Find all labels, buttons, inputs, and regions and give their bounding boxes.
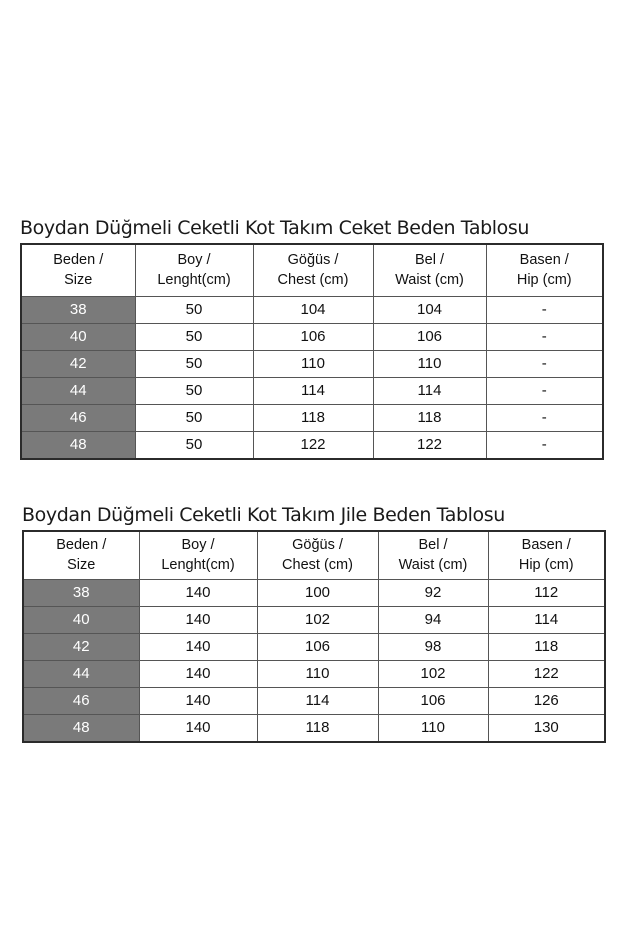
length-cell: 50 xyxy=(135,296,253,323)
header-waist: Bel / Waist (cm) xyxy=(373,244,486,296)
size-cell: 42 xyxy=(23,633,139,660)
size-cell: 42 xyxy=(21,350,135,377)
size-cell: 48 xyxy=(23,714,139,742)
hip-cell: - xyxy=(486,350,603,377)
header-length: Boy / Lenght(cm) xyxy=(139,531,257,579)
waist-cell: 114 xyxy=(373,377,486,404)
hip-cell: 114 xyxy=(488,606,605,633)
jile-size-table xyxy=(22,530,606,743)
length-cell: 50 xyxy=(135,323,253,350)
header-chest: Göğüs / Chest (cm) xyxy=(257,531,378,579)
table-row xyxy=(23,687,605,714)
table-row xyxy=(21,377,603,404)
waist-cell: 118 xyxy=(373,404,486,431)
hip-cell: 126 xyxy=(488,687,605,714)
hip-cell: 122 xyxy=(488,660,605,687)
header-hip: Basen / Hip (cm) xyxy=(486,244,603,296)
chest-cell: 118 xyxy=(257,714,378,742)
waist-cell: 110 xyxy=(378,714,488,742)
table-row xyxy=(23,606,605,633)
size-cell: 48 xyxy=(21,431,135,459)
chest-cell: 106 xyxy=(253,323,373,350)
header-length: Boy / Lenght(cm) xyxy=(135,244,253,296)
jile-table-title: Boydan Düğmeli Ceketli Kot Takım Jile Beden Tablosu xyxy=(22,504,505,526)
header-hip: Basen / Hip (cm) xyxy=(488,531,605,579)
length-cell: 50 xyxy=(135,431,253,459)
table-row xyxy=(23,660,605,687)
chest-cell: 122 xyxy=(253,431,373,459)
table-row xyxy=(21,404,603,431)
ceket-table-title: Boydan Düğmeli Ceketli Kot Takım Ceket Beden Tablosu xyxy=(20,217,530,239)
ceket-size-table xyxy=(20,243,604,460)
size-cell: 38 xyxy=(21,296,135,323)
chest-cell: 114 xyxy=(253,377,373,404)
table-header-row xyxy=(21,244,603,296)
chest-cell: 106 xyxy=(257,633,378,660)
table-row xyxy=(21,323,603,350)
ceket-size-table-block xyxy=(20,217,604,467)
hip-cell: - xyxy=(486,404,603,431)
waist-cell: 94 xyxy=(378,606,488,633)
chest-cell: 114 xyxy=(257,687,378,714)
waist-cell: 106 xyxy=(378,687,488,714)
waist-cell: 110 xyxy=(373,350,486,377)
header-size: Beden / Size xyxy=(23,531,139,579)
length-cell: 50 xyxy=(135,404,253,431)
waist-cell: 92 xyxy=(378,579,488,606)
size-cell: 44 xyxy=(23,660,139,687)
length-cell: 50 xyxy=(135,377,253,404)
hip-cell: - xyxy=(486,431,603,459)
chest-cell: 110 xyxy=(253,350,373,377)
length-cell: 50 xyxy=(135,350,253,377)
hip-cell: 112 xyxy=(488,579,605,606)
hip-cell: 130 xyxy=(488,714,605,742)
hip-cell: - xyxy=(486,323,603,350)
waist-cell: 104 xyxy=(373,296,486,323)
waist-cell: 106 xyxy=(373,323,486,350)
size-cell: 46 xyxy=(23,687,139,714)
waist-cell: 122 xyxy=(373,431,486,459)
chest-cell: 104 xyxy=(253,296,373,323)
hip-cell: 118 xyxy=(488,633,605,660)
length-cell: 140 xyxy=(139,714,257,742)
table-header-row xyxy=(23,531,605,579)
chest-cell: 110 xyxy=(257,660,378,687)
table-row xyxy=(21,350,603,377)
length-cell: 140 xyxy=(139,660,257,687)
table-row xyxy=(21,431,603,459)
table-row xyxy=(21,296,603,323)
size-cell: 38 xyxy=(23,579,139,606)
waist-cell: 98 xyxy=(378,633,488,660)
header-size: Beden / Size xyxy=(21,244,135,296)
size-cell: 40 xyxy=(21,323,135,350)
chest-cell: 118 xyxy=(253,404,373,431)
header-chest: Göğüs / Chest (cm) xyxy=(253,244,373,296)
table-row xyxy=(23,633,605,660)
waist-cell: 102 xyxy=(378,660,488,687)
size-cell: 46 xyxy=(21,404,135,431)
length-cell: 140 xyxy=(139,579,257,606)
length-cell: 140 xyxy=(139,633,257,660)
hip-cell: - xyxy=(486,377,603,404)
size-cell: 44 xyxy=(21,377,135,404)
chest-cell: 100 xyxy=(257,579,378,606)
size-cell: 40 xyxy=(23,606,139,633)
hip-cell: - xyxy=(486,296,603,323)
jile-size-table-block xyxy=(22,504,606,744)
table-row xyxy=(23,579,605,606)
length-cell: 140 xyxy=(139,687,257,714)
header-waist: Bel / Waist (cm) xyxy=(378,531,488,579)
length-cell: 140 xyxy=(139,606,257,633)
table-row xyxy=(23,714,605,742)
chest-cell: 102 xyxy=(257,606,378,633)
